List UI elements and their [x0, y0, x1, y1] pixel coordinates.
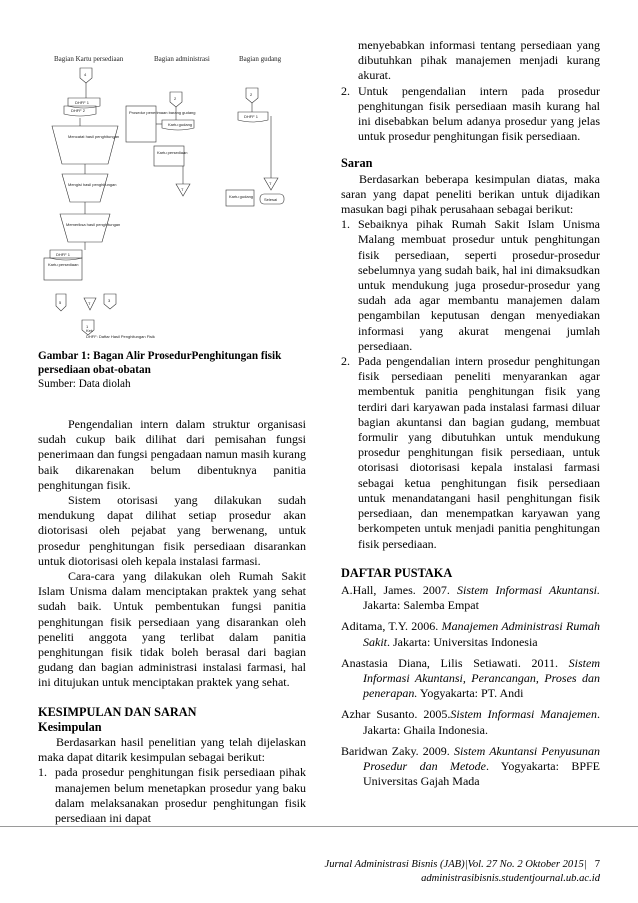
kesimpulan-item-1-text: pada prosedur penghitungan fisik persediaan pihak manajemen belum menetapkan prosedur yang baku dalam melaksanakan prosedur penghitungan fisik persediaan ini dapat [55, 765, 306, 826]
manual-memeriksa-label: Memeriksa hasil penghitungan [66, 222, 121, 227]
connector-2-mid-label: 2 [174, 96, 177, 101]
saran-item-2-num: 2. [341, 354, 350, 369]
terminator-t-left-label: T [88, 301, 91, 306]
reference-author: Azhar Susanto. 2005. [341, 707, 451, 722]
lane-admin: Bagian administrasi [154, 55, 210, 63]
doc-dhff1-right-label: DHFF 1 [244, 114, 258, 119]
connector-2-right-label: 2 [250, 92, 253, 97]
paragraph-kesimpulan-intro: Berdasarkan hasil penelitian yang telah dijelaskan maka dapat ditarik kesimpulan sebagai berikut: [38, 735, 306, 765]
lane-kartu: Bagian Kartu persediaan [54, 55, 124, 63]
kesimpulan-item-1-cont [341, 38, 600, 84]
reference-item [341, 707, 600, 737]
reference-publisher: . Jakarta: Ghaila Indonesia. [363, 707, 600, 737]
paragraph-otorisasi: Sistem otorisasi yang dilakukan sudah mendukung dapat dilihat setiap prosedur akan diotorisasi oleh pejabat yang berwenang, untuk prosedur penghitungan fisik persediaan disarankan untuk diotorisasi oleh kepala instalasi farmasi. [38, 493, 306, 568]
heading-daftar-pustaka: DAFTAR PUSTAKA [341, 565, 453, 580]
doc-dhff-final-label: DHFF 1 [56, 252, 70, 257]
heading-saran: Saran [341, 156, 373, 171]
reference-publisher: . Jakarta: Universitas Indonesia [387, 634, 538, 649]
reference-item [341, 619, 600, 649]
caption-text: Bagan Alir ProsedurPenghitungan fisik persediaan obat-obatan [38, 350, 282, 376]
reference-item [341, 744, 600, 790]
page-footer [325, 858, 600, 886]
paragraph-praktek-sehat: Cara-cara yang dilakukan oleh Rumah Sakit Islam Unisma dalam menciptakan praktek yang sehat sudah baik. Untuk pembentukan fungsi panitia penghitungan fisik persediaan yang disarankan oleh peneliti anggota yang terlibat dalam panitia penghitungan fisik tidak boleh berasal dari bagian gudang dan bagian administrasi instalasi farmasi, hal ini ditujukan untuk menciptakan praktek yang sehat. [38, 569, 306, 690]
reference-author: Baridwan Zaky. 2009. [341, 743, 454, 758]
legend-title: Ket: [86, 328, 94, 333]
paragraph-pengendalian: Pengendalian intern dalam struktur organisasi sudah cukup baik dilihat dari pemisahan fungsi penerimaan dan fungsi pengadaan namun masih kurang baik dikarenakan belum dibentuknya panitia penghitungan fisik. [38, 417, 306, 492]
connector-4-label: 4 [84, 72, 87, 77]
reference-title: Manajemen Administrasi Rumah Sakit [363, 619, 600, 649]
heading-kesimpulan-saran: KESIMPULAN DAN SARAN [38, 704, 197, 719]
connector-1-label: 1 [86, 324, 89, 329]
reference-title: Sistem Informasi Akuntansi. [457, 582, 601, 597]
connector-3-label: 3 [108, 298, 111, 303]
box-kartu-gudang-right-label: Kartu gudang [229, 194, 254, 199]
reference-author: A.Hall, James. 2007. [341, 582, 457, 597]
reference-author: Anastasia Diana, Lilis Setiawati. 2011. [341, 655, 569, 670]
doc-dhff2-label: DHFF 2 [71, 108, 85, 113]
saran-item-1-text: Sebaiknya pihak Rumah Sakit Islam Unisma Malang membuat prosedur untuk penghitungan fisik persediaan, seperti prosedur-prosedur sebelumnya yang sudah baik, hal ini dimaksudkan untuk mendukung juga prosedur-prosedur yang sudah ada agar membantu manajemen dalam pengambilan keputusan dengan menyediakan informasi yang akurat mengenai jumlah persediaan. [358, 217, 600, 353]
reference-list [341, 583, 600, 789]
manual-mengisi-label: Mengisi hasil penghitungan [68, 182, 117, 187]
footer-page-number: 7 [594, 859, 600, 870]
doc-kartu-gudang-mid-label: Kartu gudang [168, 122, 193, 127]
left-column [38, 417, 306, 826]
heading-kesimpulan: Kesimpulan [38, 719, 102, 734]
box-kartu-persediaan-left-label: Kartu persediaan [48, 262, 79, 267]
reference-item [341, 656, 600, 702]
box-kartu-persediaan-mid [154, 146, 184, 166]
terminator-t-mid-label: T [181, 187, 184, 192]
kesimpulan-item-2 [341, 84, 600, 145]
saran-item-1 [341, 217, 600, 354]
reference-publisher: Jakarta: Salemba Empat [363, 598, 479, 613]
saran-item-2 [341, 354, 600, 552]
right-column [341, 38, 600, 795]
lane-gudang: Bagian gudang [239, 55, 282, 63]
caption-prefix: Gambar 1: [38, 350, 91, 362]
saran-list [341, 217, 600, 551]
manual-memeriksa [60, 214, 110, 242]
reference-publisher: Yogyakarta: PT. Andi [417, 686, 524, 701]
box-prosedur-label: Prosedur penerimaan barang gudang [129, 110, 196, 115]
saran-item-1-num: 1. [341, 217, 350, 232]
flowchart-svg [38, 48, 306, 348]
connector-5-label: 5 [59, 300, 62, 305]
kesimpulan-item-1-num: 1. [38, 765, 47, 780]
doc-dhff1-label: DHFF 1 [75, 100, 89, 105]
reference-author: Aditama, T.Y. 2006. [341, 619, 442, 634]
kesimpulan-item-2-num: 2. [341, 83, 350, 98]
manual-mencatat [52, 126, 118, 164]
kesimpulan-item-2-text: Untuk pengendalian intern pada prosedur penghitungan fisik persediaan masih kurang hal ini disebabkan belum adanya prosedur yang jelas untuk prosedur penghitungan fisik persediaan. [358, 83, 600, 144]
flowchart-figure [38, 48, 306, 348]
reference-title: Sistem Informasi Manajemen [450, 707, 597, 722]
kesimpulan-list-cont [341, 38, 600, 144]
kesimpulan-list [38, 765, 306, 826]
reference-title: Sistem Informasi Akuntansi, Perancangan, Proses dan penerapan. [363, 655, 600, 701]
paragraph-saran-intro: Berdasarkan beberapa kesimpulan diatas, maka saran yang dapat peneliti berikan untuk dijadikan masukan bagi pihak perusahaan sebagai berikut: [341, 171, 600, 217]
terminator-t-right-label: T [269, 181, 272, 186]
manual-mengisi [62, 174, 108, 202]
reference-title: Sistem Akuntansi Penyusunan Prosedur dan Metode [363, 743, 600, 773]
box-kartu-persediaan-mid-label: Kartu persediaan [157, 150, 188, 155]
figure-caption [38, 349, 306, 391]
saran-item-2-text: Pada pengendalian intern prosedur penghitungan fisik persediaan peneliti menyarankan agar membentuk panitia penghitungan fisik yang terdiri dari karyawan pada instalasi farmasi diluar bagian akuntansi dan bagian gudang, membuat formulir yang dibutuhkan untuk mendukung prosedur penghitungan fisik persediaan, untuk otorisasi diotorisasi kepala instalasi farmasi sebagai ketua penghitungan fisik persediaan untuk menandatangani hasil penghitungan fisik persediaan, dan menempatkan karyawan yang berkompeten untuk menjadi panitia penghitungan fisik persediaan. [358, 354, 600, 551]
terminator-selesai-label: Selesai [264, 197, 278, 202]
footer-divider [0, 826, 638, 827]
legend-text: DHFF: Daftar Hasil Penghitungan Fisik [86, 334, 155, 339]
kesimpulan-item-1 [38, 765, 306, 826]
kesimpulan-item-1-cont-text: menyebabkan informasi tentang persediaan yang dibutuhkan pihak manajemen menjadi kurang akurat. [358, 38, 600, 83]
reference-item [341, 583, 600, 613]
footer-journal: Jurnal Administrasi Bisnis (JAB)|Vol. 27 No. 2 Oktober 2015| [324, 859, 587, 870]
footer-url: administrasibisnis.studentjournal.ub.ac.id [421, 873, 600, 884]
reference-publisher: . Yogyakarta: BPFE Universitas Gajah Mada [363, 758, 601, 789]
manual-mencatat-label: Mencatat hasil penghitungan [68, 134, 120, 139]
caption-source: Sumber: Data diolah [38, 378, 131, 390]
